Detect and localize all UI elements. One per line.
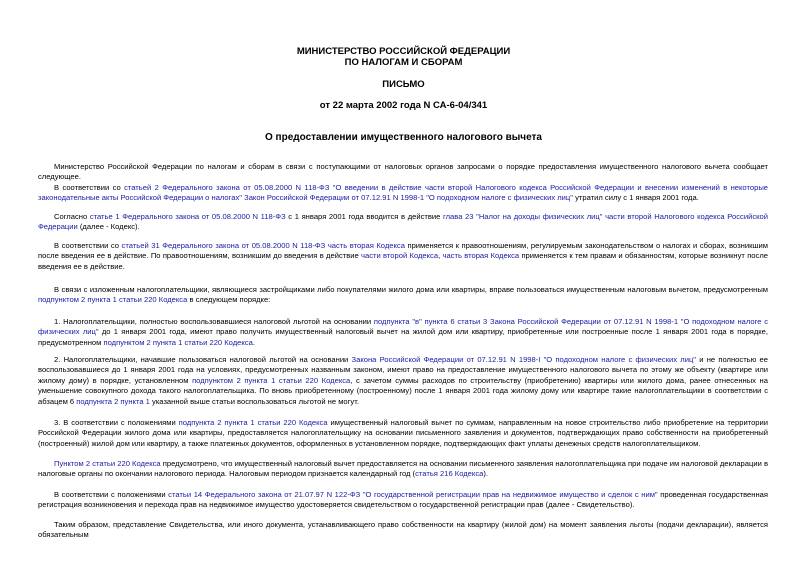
link-law-118fz-art2[interactable]: статьей 2 Федерального закона от 05.08.2000 N 118-ФЗ "О введении в действие части второй Налогового кодекса Российской Федерации и внесении изменений в некоторые законодательные акты Российской Федерации о налогах" bbox=[38, 183, 769, 203]
link-art220-p1-sp2[interactable]: подпунктом 2 пункта 1 статьи 220 Кодекса bbox=[103, 337, 253, 347]
link-code-part-2[interactable]: части второй Кодекса bbox=[361, 251, 439, 261]
paragraph-4 bbox=[38, 241, 768, 272]
link-code-part-2-alt[interactable]: часть вторая Кодекса bbox=[442, 251, 520, 261]
text-run: указанной выше статьи воспользоваться льготой не могут. bbox=[149, 396, 359, 406]
text-run: предусмотрено, что имущественный налоговый вычет предоставляется на основании письменного заявления налогоплательщика при подаче им налоговой декларации в налоговые органы по окончании налогового периода. Налоговым периодом признается календарный год ( bbox=[38, 459, 768, 479]
text-run: 2. Налогоплательщики, начавшие пользоваться налоговой льготой на основании bbox=[54, 355, 352, 364]
text-run: В соответствии с положениями bbox=[54, 490, 169, 499]
text-run: , bbox=[438, 251, 443, 261]
text-run: до 1 января 2001 года, имеют право получить имущественный налоговый вычет на жилой дом или квартиру, приобретенные или построенные после 1 января 2001 года в порядке, предусмотренном bbox=[38, 327, 768, 347]
document-type: ПИСЬМО bbox=[382, 79, 425, 90]
text-run: В связи с изложенным налогоплательщики, являющиеся застройщиками либо покупателями жилого дома или квартиры, вправе пользоваться имущественным налоговым вычетом, предусмотренным bbox=[54, 285, 768, 294]
text-run: . bbox=[252, 337, 255, 347]
link-art216[interactable]: статья 216 Кодекса bbox=[415, 469, 484, 479]
text-run: В соответствии со bbox=[54, 183, 125, 192]
text-run: в следующем порядке: bbox=[187, 295, 271, 305]
link-art220-p1-sp2[interactable]: подпунктом 2 пункта 1 статьи 220 Кодекса bbox=[38, 295, 188, 305]
text-run: Согласно bbox=[54, 212, 90, 221]
text-run: 3. В соответствии с положениями bbox=[54, 418, 179, 427]
text-run: ). bbox=[483, 469, 488, 479]
paragraph-1 bbox=[38, 162, 768, 183]
text-run: с 1 января 2001 года вводится в действие bbox=[285, 212, 443, 221]
text-run: утратил силу с 1 января 2001 года. bbox=[572, 193, 699, 203]
paragraph-9 bbox=[38, 459, 768, 480]
link-art220-p2[interactable]: Пунктом 2 статьи 220 Кодекса bbox=[54, 459, 161, 468]
paragraph-11 bbox=[38, 520, 768, 541]
link-law-118fz-art1[interactable]: статье 1 Федерального закона от 05.08.2000 N 118-ФЗ bbox=[89, 212, 286, 221]
document-date-number: от 22 марта 2002 года N СА-6-04/341 bbox=[319, 100, 488, 111]
link-art220-p1-sp2[interactable]: подпунктом 2 пункта 1 статьи 220 Кодекса bbox=[192, 375, 351, 385]
text-run: имущественный налоговый вычет по суммам, направленным на новое строительство либо приобретение на территории Российской Федерации жилого дома или квартиры, предоставляется налогоплательщику на основании письменного заявления и документов, подтверждающих право собственности на приобретенный (построенный) жилой дом или квартиру, а также платежных документов, оформленных в установленном порядке, подтверждающих факт уплаты денежных средств налогоплательщиком. bbox=[38, 418, 769, 448]
link-law-1998-1-art3[interactable]: подпункта "в" пункта 6 статьи 3 Закона Российской Федерации от 07.12.91 N 1998-1 "О подоходном налоге с физических лиц" bbox=[38, 317, 768, 337]
paragraph-7 bbox=[38, 355, 768, 407]
link-law-1998-1[interactable]: Закон Российской Федерации от 07.12.91 N 1998-1 "О подоходном налоге с физических лиц" bbox=[244, 193, 573, 203]
link-art220-p1-sp2[interactable]: подпункта 2 пункта 1 статьи 220 Кодекса bbox=[178, 418, 328, 427]
text-run: В соответствии со bbox=[54, 241, 122, 250]
link-p1-sp2[interactable]: подпункта 2 пункта 1 bbox=[76, 396, 150, 406]
paragraph-8 bbox=[38, 418, 768, 449]
ministry-line-1: МИНИСТЕРСТВО РОССИЙСКОЙ ФЕДЕРАЦИИ bbox=[296, 46, 511, 57]
paragraph-2 bbox=[38, 183, 768, 204]
ministry-heading bbox=[0, 46, 807, 68]
paragraph-10 bbox=[38, 490, 768, 511]
document-subject: О предоставлении имущественного налогового вычета bbox=[264, 132, 542, 143]
text-run: применяется к правоотношениям, регулируемым законодательством о налогах и сборах, возникшим после введения ее в действие. По правоотношениям, возникшим до введения в действие bbox=[38, 241, 768, 261]
text-run: , с зачетом суммы расходов по строительству (приобретению) квартиры или жилого дома, ранее отнесенных на уменьшение совокупного дохода такого налогоплательщика. По вновь приобретенному (построенному) после 1 января 2001 года жилому дому или квартире такие налогоплательщики в соответствии с абзацем 6 bbox=[38, 375, 768, 406]
text-run: и не полностью ее воспользовавшиеся до 1 января 2001 года на условиях, предусмотренных названным законом, имеют право на предоставление имущественного налогового вычета по этому же объекту (квартире или жилому дому) в порядке, установленном bbox=[38, 355, 768, 385]
text-run: 1. Налогоплательщики, полностью воспользовавшиеся налоговой льготой на основании bbox=[54, 317, 374, 326]
link-law-122fz-art14[interactable]: статьи 14 Федерального закона от 21.07.97 N 122-ФЗ "О государственной регистрации прав на недвижимое имущество и сделок с ним" bbox=[168, 490, 658, 499]
text-run: проведенная государственная регистрация возникновения и перехода прав на недвижимое имущество удостоверяется свидетельством о государственной регистрации прав (далее - Свидетельство). bbox=[38, 490, 769, 510]
ministry-line-2: ПО НАЛОГАМ И СБОРАМ bbox=[344, 57, 463, 68]
text-run: применяется к тем правам и обязанностям, которые возникнут после введения ее в действие. bbox=[38, 251, 768, 271]
link-law-118fz-art31[interactable]: статьей 31 Федерального закона от 05.08.2000 N 118-ФЗ часть вторая Кодекса bbox=[121, 241, 405, 250]
text-run: (далее - Кодекс). bbox=[77, 222, 140, 232]
paragraph-3 bbox=[38, 212, 768, 233]
paragraph-6 bbox=[38, 317, 768, 348]
link-law-1998-i[interactable]: Закона Российской Федерации от 07.12.91 N 1998-I "О подоходном налоге с физических лиц" bbox=[351, 355, 697, 364]
text-run: Министерство Российской Федерации по налогам и сборам в связи с поступающими от налоговых органов запросами о порядке предоставления имущественного налогового вычета сообщает следующее. bbox=[38, 162, 768, 182]
paragraph-5 bbox=[38, 285, 768, 306]
link-chapter-23[interactable]: глава 23 "Налог на доходы физических лиц" части второй Налогового кодекса Российской Федерации bbox=[38, 212, 768, 232]
text-run: Таким образом, представление Свидетельства, или иного документа, устанавливающего право собственности на квартиру (жилой дом) на момент заявления льготы (подачи декларации), является обязательным bbox=[38, 520, 768, 540]
